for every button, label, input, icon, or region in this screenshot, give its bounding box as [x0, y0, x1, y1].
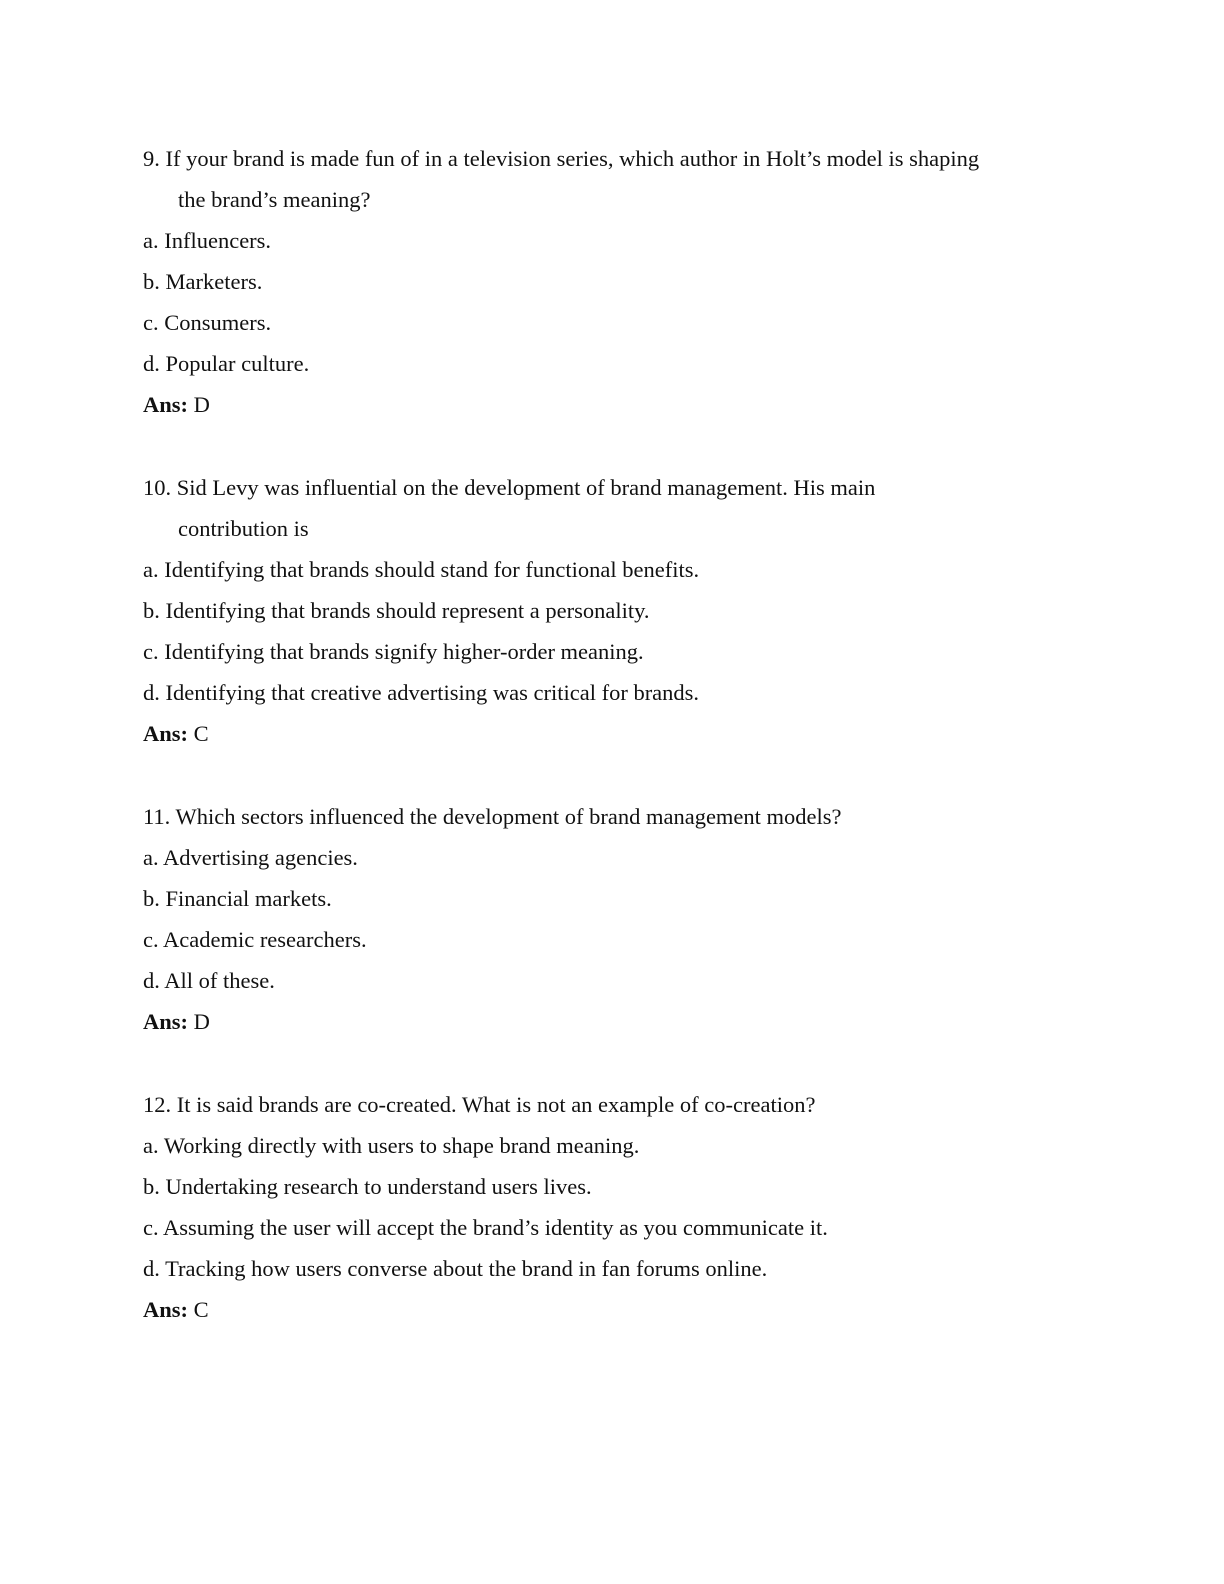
- question-9: [143, 138, 1083, 425]
- question-12: [143, 1084, 1083, 1330]
- question-text: 11. Which sectors influenced the development of brand management models?: [143, 804, 842, 829]
- answer-value: C: [188, 1297, 209, 1322]
- question-text: 12. It is said brands are co-created. What is not an example of co-creation?: [143, 1092, 816, 1117]
- option-a: a. Influencers.: [143, 228, 272, 253]
- answer-label: Ans:: [143, 1297, 189, 1322]
- question-text: 9. If your brand is made fun of in a television series, which author in Holt’s model is shaping: [143, 146, 980, 171]
- option-c: c. Assuming the user will accept the brand’s identity as you communicate it.: [143, 1215, 828, 1240]
- answer: [143, 384, 1083, 425]
- document-page: [143, 138, 1083, 1372]
- answer-label: Ans:: [143, 1009, 189, 1034]
- answer-value: D: [188, 392, 210, 417]
- option-c: c. Academic researchers.: [143, 927, 367, 952]
- answer-value: D: [188, 1009, 210, 1034]
- answer-label: Ans:: [143, 392, 189, 417]
- option-b: b. Identifying that brands should represent a personality.: [143, 598, 650, 623]
- option-c: c. Identifying that brands signify higher-order meaning.: [143, 639, 644, 664]
- option-a: a. Identifying that brands should stand for functional benefits.: [143, 557, 700, 582]
- option-b: b. Undertaking research to understand users lives.: [143, 1174, 592, 1199]
- answer: [143, 713, 1083, 754]
- option-b: b. Financial markets.: [143, 886, 332, 911]
- question-text: 10. Sid Levy was influential on the development of brand management. His main: [143, 475, 876, 500]
- question-text-continued: contribution is: [178, 516, 309, 541]
- answer-value: C: [188, 721, 209, 746]
- option-b: b. Marketers.: [143, 269, 263, 294]
- answer: [143, 1001, 1083, 1042]
- option-c: c. Consumers.: [143, 310, 272, 335]
- question-11: [143, 796, 1083, 1042]
- answer: [143, 1289, 1083, 1330]
- question-text-continued: the brand’s meaning?: [178, 187, 371, 212]
- option-d: d. Tracking how users converse about the brand in fan forums online.: [143, 1256, 768, 1281]
- answer-label: Ans:: [143, 721, 189, 746]
- option-d: d. Identifying that creative advertising was critical for brands.: [143, 680, 700, 705]
- option-a: a. Working directly with users to shape brand meaning.: [143, 1133, 640, 1158]
- option-d: d. Popular culture.: [143, 351, 310, 376]
- question-10: [143, 467, 1083, 754]
- option-a: a. Advertising agencies.: [143, 845, 358, 870]
- option-d: d. All of these.: [143, 968, 275, 993]
